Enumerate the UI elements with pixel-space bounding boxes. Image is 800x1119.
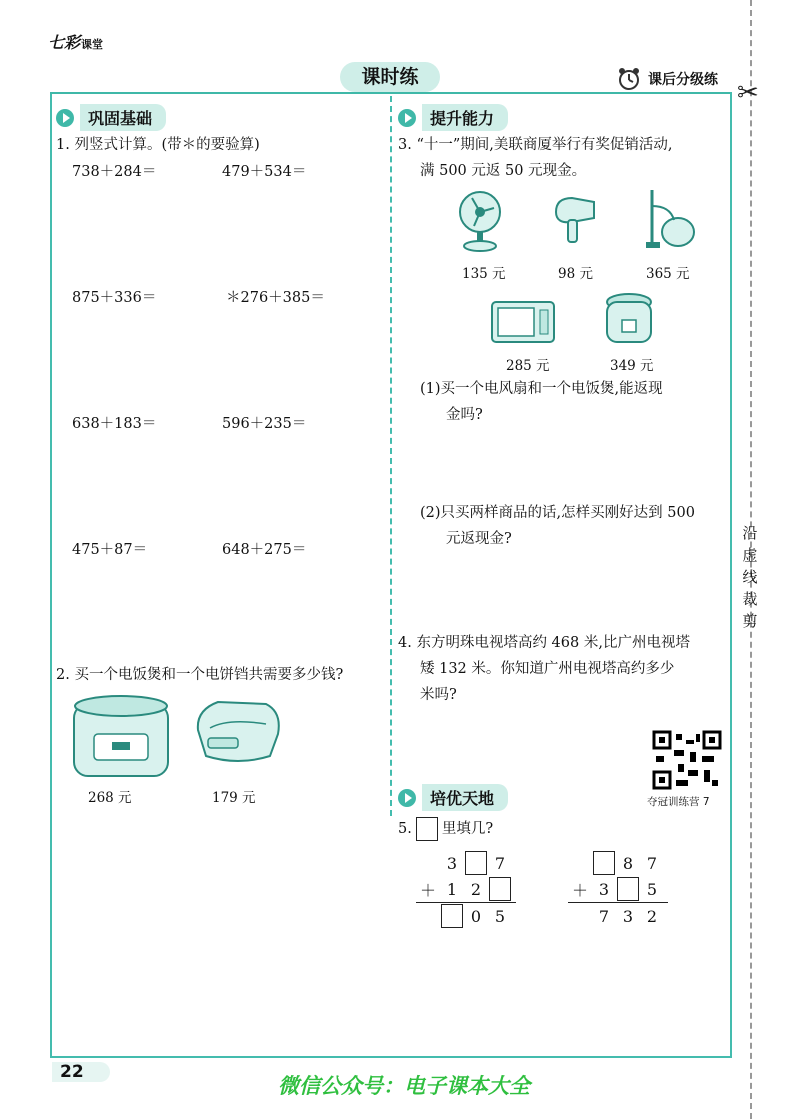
plus-sign: ＋ bbox=[571, 880, 588, 900]
blank-box bbox=[416, 817, 438, 841]
play-icon bbox=[398, 109, 416, 127]
digit: 8 bbox=[622, 853, 634, 873]
digit: 2 bbox=[646, 906, 658, 926]
question-4-line3: 米吗? bbox=[420, 687, 457, 703]
equation: 648＋275＝ bbox=[222, 542, 307, 558]
after-class-label bbox=[616, 66, 718, 92]
blank-box[interactable] bbox=[465, 851, 487, 875]
price-vacuum: 365 元 bbox=[646, 266, 690, 282]
wechat-watermark: 微信公众号：电子课本大全 bbox=[278, 1074, 530, 1098]
after-class-text: 课后分级练 bbox=[648, 72, 718, 88]
question-5-text: 里填几? bbox=[441, 821, 494, 837]
addition-puzzle-1 bbox=[416, 850, 516, 929]
cut-instruction: 沿虚线裁剪 bbox=[742, 524, 758, 630]
question-5 bbox=[398, 816, 493, 842]
price-rice-cooker: 268 元 bbox=[88, 790, 132, 806]
digit: 7 bbox=[598, 906, 610, 926]
question-2: 2. 买一个电饭煲和一个电饼铛共需要多少钱? bbox=[56, 667, 344, 683]
brand-suffix: 课堂 bbox=[81, 38, 104, 51]
digit: 5 bbox=[494, 906, 506, 926]
electric-cooker-icon bbox=[602, 290, 656, 348]
equation: 479＋534＝ bbox=[222, 164, 307, 180]
digit: 7 bbox=[494, 853, 506, 873]
price-griddle: 179 元 bbox=[212, 790, 256, 806]
brand-name: 七彩 bbox=[48, 33, 81, 52]
page-title: 课时练 bbox=[340, 62, 440, 92]
qr-code-icon[interactable] bbox=[652, 730, 722, 790]
scissors-icon: ✂ bbox=[737, 78, 759, 108]
section-label: 巩固基础 bbox=[80, 104, 166, 131]
price-electric-cooker: 349 元 bbox=[610, 358, 654, 374]
digit: 3 bbox=[598, 879, 610, 899]
equation: ＊276＋385＝ bbox=[226, 290, 325, 306]
digit: 3 bbox=[622, 906, 634, 926]
equation: 875＋336＝ bbox=[72, 290, 157, 306]
blank-box[interactable] bbox=[617, 877, 639, 901]
blank-box[interactable] bbox=[593, 851, 615, 875]
electric-griddle-icon bbox=[188, 690, 288, 770]
hair-dryer-icon bbox=[550, 192, 600, 250]
qr-caption: 夺冠训练营 7 bbox=[647, 796, 710, 808]
section-header-advanced bbox=[398, 784, 508, 811]
equation: 738＋284＝ bbox=[72, 164, 157, 180]
play-icon bbox=[398, 789, 416, 807]
page-number: 22 bbox=[52, 1062, 110, 1082]
column-divider bbox=[390, 96, 392, 816]
blank-box[interactable] bbox=[489, 877, 511, 901]
question-5-number: 5. bbox=[398, 821, 412, 837]
question-3-sub1-b: 金吗? bbox=[446, 407, 483, 423]
price-microwave: 285 元 bbox=[506, 358, 550, 374]
digit: 0 bbox=[470, 906, 482, 926]
equation: 596＋235＝ bbox=[222, 416, 307, 432]
digit: 1 bbox=[446, 879, 458, 899]
vacuum-cleaner-icon bbox=[640, 186, 696, 252]
fan-icon bbox=[452, 188, 508, 252]
equation: 638＋183＝ bbox=[72, 416, 157, 432]
section-label: 培优天地 bbox=[422, 784, 508, 811]
digit: 2 bbox=[470, 879, 482, 899]
digit: 7 bbox=[646, 853, 658, 873]
header-rule bbox=[50, 92, 730, 94]
question-3-sub2-a: (2)只买两样商品的话,怎样买刚好达到 500 bbox=[420, 505, 695, 521]
brand-logo bbox=[48, 30, 103, 53]
microwave-icon bbox=[490, 296, 556, 348]
section-header-basics bbox=[56, 104, 166, 131]
question-3-sub2-b: 元返现金? bbox=[446, 531, 512, 547]
question-3-line2: 满 500 元返 50 元现金。 bbox=[420, 163, 587, 179]
question-1: 1. 列竖式计算。(带＊的要验算) bbox=[56, 137, 260, 153]
section-header-improve bbox=[398, 104, 508, 131]
addition-puzzle-2 bbox=[568, 850, 668, 929]
question-4-line2: 矮 132 米。你知道广州电视塔高约多少 bbox=[420, 661, 675, 677]
digit: 5 bbox=[646, 879, 658, 899]
alarm-clock-icon bbox=[616, 66, 642, 92]
equation: 475＋87＝ bbox=[72, 542, 148, 558]
play-icon bbox=[56, 109, 74, 127]
question-3-line1: 3. “十一”期间,美联商厦举行有奖促销活动, bbox=[398, 137, 673, 153]
section-label: 提升能力 bbox=[422, 104, 508, 131]
question-4-line1: 4. 东方明珠电视塔高约 468 米,比广州电视塔 bbox=[398, 635, 690, 651]
question-3-sub1-a: (1)买一个电风扇和一个电饭煲,能返现 bbox=[420, 381, 663, 397]
plus-sign: ＋ bbox=[419, 880, 436, 900]
digit: 3 bbox=[446, 853, 458, 873]
price-hair-dryer: 98 元 bbox=[558, 266, 593, 282]
price-fan: 135 元 bbox=[462, 266, 506, 282]
blank-box[interactable] bbox=[441, 904, 463, 928]
rice-cooker-icon bbox=[66, 690, 176, 780]
